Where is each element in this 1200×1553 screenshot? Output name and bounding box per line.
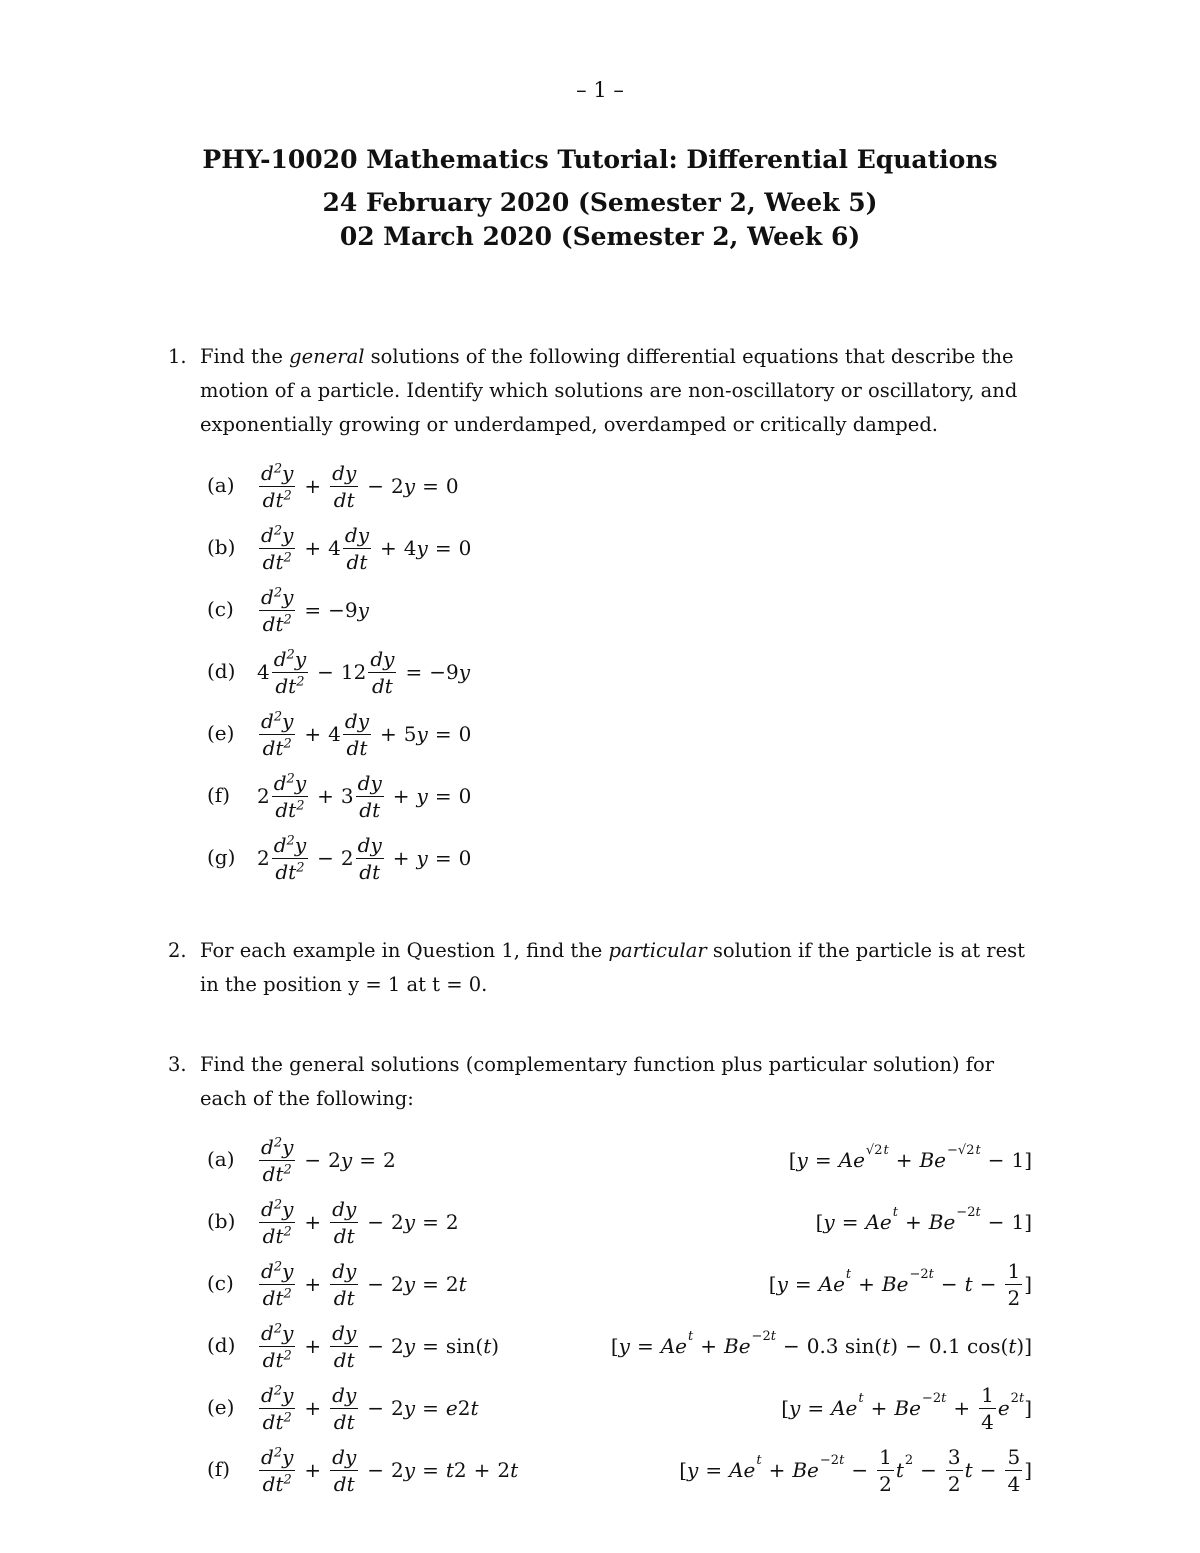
item-label: (d) [207, 1333, 236, 1357]
item-label: (g) [207, 845, 236, 869]
question-text: Find the general solutions of the following differential equations that describe the motion of a particle. Identify which solutions are non-oscillatory or oscillatory, and exponentially growing or underdamped, overdamped or critically damped. [200, 345, 1018, 436]
item-label: (e) [207, 1395, 235, 1419]
question-number: 2. [168, 939, 187, 962]
page-number: – 1 – [576, 78, 624, 102]
date-line-1: 24 February 2020 (Semester 2, Week 5) [322, 188, 878, 217]
question-text: Find the general solutions (complementary function plus particular solution) for each of the following: [200, 1053, 995, 1110]
item-label: (a) [207, 1147, 235, 1171]
item-label: (b) [207, 1209, 236, 1233]
item-label: (f) [207, 783, 231, 807]
equation: 4 $d^2y$ $dt^2$ − 12 $\frac{dy}{dt}$ = −9 y [257, 646, 471, 698]
question-number: 3. [168, 1053, 187, 1076]
item-label: (d) [207, 659, 236, 683]
q3-answer-d: [ y = Ae t + Be −2t − 0.3 sin( t ) − 0.1 cos( t )] [610, 1328, 1032, 1358]
equation: $d^2y$ $dt^2$ + 4 dy dt + 4 y = 0 [261, 522, 472, 574]
equation: 2 $d^2y$ $dt^2$ + 3 dy dt + y = 0 [257, 770, 472, 822]
q3-answer-a: [ y = Ae √2 t + Be −√2 t − 1] [788, 1142, 1032, 1172]
q3-answer-f: [ y = Ae t + Be −2t − $\frac{1}{2}$ t 2 − $\frac{3}{2}$ t − $\frac{5}{4}$ ] [679, 1444, 1032, 1496]
item-label: (a) [207, 473, 235, 497]
equation: 2 $d^2y$ $dt^2$ − 2 dy dt + y = 0 [257, 832, 472, 884]
item-label: (b) [207, 535, 236, 559]
date-line-2: 02 March 2020 (Semester 2, Week 6) [339, 222, 861, 251]
equation: $d^2y$ $dt^2$ − 2 y = 2 [261, 1134, 396, 1186]
equation: $d^2y$ $dt^2$ + $\frac{dy}{dt}$ − 2 y = sin( t ) [261, 1320, 500, 1372]
q3-answer-e: [ y = Ae t + Be −2t + $\frac{1}{4}$ e 2t ] [781, 1382, 1032, 1434]
item-label: (c) [207, 597, 234, 621]
item-label: (f) [207, 1457, 231, 1481]
item-label: (e) [207, 721, 235, 745]
equation: $d^2y$ $dt^2$ + $\frac{dy}{dt}$ − 2 y = 0 [261, 460, 459, 512]
q3-answer-b: [ y = Ae t + Be −2t − 1] [815, 1204, 1032, 1234]
equation: $d^2y$ $dt^2$ + $\frac{dy}{dt}$ − 2 y = e 2t [261, 1382, 479, 1434]
equation: $d^2y$ $dt^2$ + $\frac{dy}{dt}$ − 2 y = 2 t [261, 1258, 467, 1310]
q3-answer-c: [ y = Ae t + Be −2t − t − $\frac{1}{2}$ ] [768, 1258, 1032, 1310]
equation: $\frac{d^2y}{dt^2}$ = −9 y [261, 584, 369, 636]
equation: $d^2y$ $dt^2$ + $\frac{dy}{dt}$ − 2 y = t 2 + 2 t [261, 1444, 519, 1496]
question-number: 1. [168, 345, 187, 368]
page-title: PHY-10020 Mathematics Tutorial: Differential Equations [202, 145, 998, 174]
item-label: (c) [207, 1271, 234, 1295]
equation: $d^2y$ $dt^2$ + 4 dy dt + 5 y = 0 [261, 708, 472, 760]
question-text: For each example in Question 1, find the particular solution if the particle is at rest in the position y = 1 at t = 0. [200, 939, 1026, 996]
equation: $d^2y$ $dt^2$ + $\frac{dy}{dt}$ − 2 y = 2 [261, 1196, 459, 1248]
